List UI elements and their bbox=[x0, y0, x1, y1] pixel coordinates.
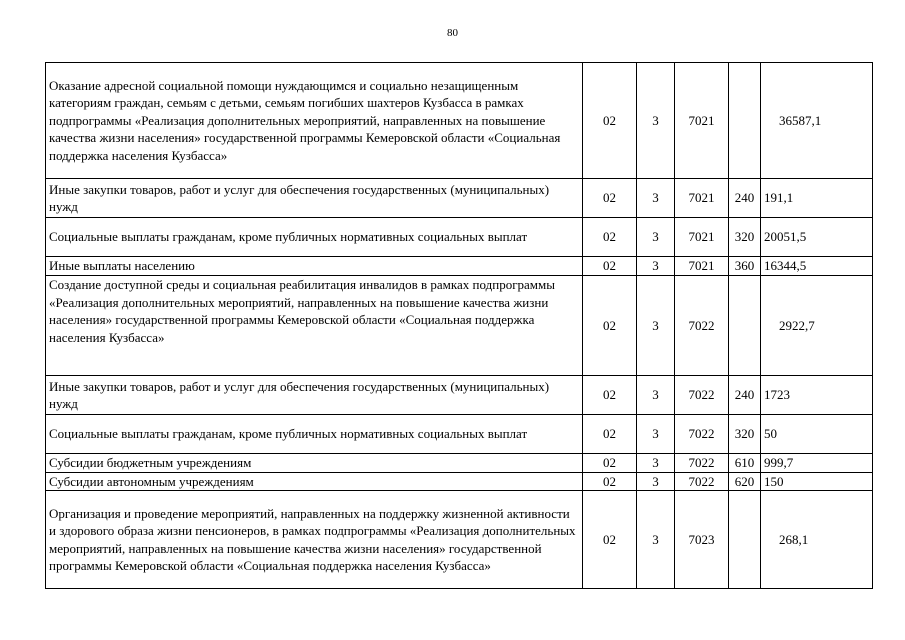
row-amount: 20051,5 bbox=[761, 218, 873, 257]
row-description: Организация и проведение мероприятий, направленных на поддержку жизненной активности и здорового образа жизни пенсионеров, в рамках подпрограммы «Реализация дополнительных мероприятий, направленных на повышение качества жизни населения» государственной программы Кемеровской области «Социальная поддержка населения Кузбасса» bbox=[46, 491, 583, 589]
row-expense-type: 610 bbox=[729, 454, 761, 473]
page-number: 80 bbox=[447, 27, 458, 39]
row-expense-type bbox=[729, 63, 761, 179]
table-row bbox=[46, 415, 873, 454]
row-amount: 150 bbox=[761, 472, 873, 491]
row-expense-type: 320 bbox=[729, 218, 761, 257]
row-description: Социальные выплаты гражданам, кроме публичных нормативных социальных выплат bbox=[46, 218, 583, 257]
row-expense-type bbox=[729, 276, 761, 376]
row-section: 02 bbox=[583, 276, 637, 376]
row-amount: 36587,1 bbox=[761, 63, 873, 179]
row-amount: 50 bbox=[761, 415, 873, 454]
table-row bbox=[46, 257, 873, 276]
row-description: Субсидии бюджетным учреждениям bbox=[46, 454, 583, 473]
row-subsection: 3 bbox=[637, 257, 675, 276]
row-section: 02 bbox=[583, 257, 637, 276]
row-expense-type: 360 bbox=[729, 257, 761, 276]
row-amount: 16344,5 bbox=[761, 257, 873, 276]
row-expense-type: 240 bbox=[729, 376, 761, 415]
row-amount: 2922,7 bbox=[761, 276, 873, 376]
row-target-article: 7021 bbox=[675, 257, 729, 276]
row-section: 02 bbox=[583, 376, 637, 415]
row-target-article: 7022 bbox=[675, 376, 729, 415]
row-expense-type bbox=[729, 491, 761, 589]
budget-table bbox=[45, 62, 873, 589]
row-section: 02 bbox=[583, 415, 637, 454]
row-description: Субсидии автономным учреждениям bbox=[46, 472, 583, 491]
row-section: 02 bbox=[583, 491, 637, 589]
row-description: Оказание адресной социальной помощи нуждающимся и социально незащищенным категориям граждан, семьям с детьми, семьям погибших шахтеров Кузбасса в рамках подпрограммы «Реализация дополнительных мероприятий, направленных на повышение качества жизни населения» государственной программы Кемеровской области «Социальная поддержка населения Кузбасса» bbox=[46, 63, 583, 179]
row-section: 02 bbox=[583, 218, 637, 257]
row-subsection: 3 bbox=[637, 415, 675, 454]
row-section: 02 bbox=[583, 179, 637, 218]
table-row bbox=[46, 491, 873, 589]
row-target-article: 7021 bbox=[675, 218, 729, 257]
table-row bbox=[46, 218, 873, 257]
row-target-article: 7022 bbox=[675, 454, 729, 473]
table-row bbox=[46, 376, 873, 415]
row-expense-type: 620 bbox=[729, 472, 761, 491]
row-description: Создание доступной среды и социальная реабилитация инвалидов в рамках подпрограммы «Реализация дополнительных мероприятий, направленных на повышение качества жизни населения» государственной программы Кемеровской области «Социальная поддержка населения Кузбасса» bbox=[46, 276, 583, 376]
row-section: 02 bbox=[583, 63, 637, 179]
row-description: Иные закупки товаров, работ и услуг для обеспечения государственных (муниципальных) нужд bbox=[46, 179, 583, 218]
row-subsection: 3 bbox=[637, 454, 675, 473]
row-target-article: 7022 bbox=[675, 472, 729, 491]
row-subsection: 3 bbox=[637, 276, 675, 376]
row-section: 02 bbox=[583, 472, 637, 491]
row-subsection: 3 bbox=[637, 218, 675, 257]
row-target-article: 7022 bbox=[675, 276, 729, 376]
row-subsection: 3 bbox=[637, 63, 675, 179]
table-row bbox=[46, 454, 873, 473]
row-subsection: 3 bbox=[637, 472, 675, 491]
row-amount: 191,1 bbox=[761, 179, 873, 218]
table-row bbox=[46, 472, 873, 491]
row-subsection: 3 bbox=[637, 376, 675, 415]
table-row bbox=[46, 63, 873, 179]
row-target-article: 7021 bbox=[675, 63, 729, 179]
table-row bbox=[46, 179, 873, 218]
row-amount: 1723 bbox=[761, 376, 873, 415]
row-description: Иные закупки товаров, работ и услуг для обеспечения государственных (муниципальных) нужд bbox=[46, 376, 583, 415]
row-amount: 999,7 bbox=[761, 454, 873, 473]
row-expense-type: 240 bbox=[729, 179, 761, 218]
row-description: Иные выплаты населению bbox=[46, 257, 583, 276]
row-description: Социальные выплаты гражданам, кроме публичных нормативных социальных выплат bbox=[46, 415, 583, 454]
row-expense-type: 320 bbox=[729, 415, 761, 454]
row-subsection: 3 bbox=[637, 179, 675, 218]
row-amount: 268,1 bbox=[761, 491, 873, 589]
table-row bbox=[46, 276, 873, 376]
row-target-article: 7023 bbox=[675, 491, 729, 589]
row-subsection: 3 bbox=[637, 491, 675, 589]
row-target-article: 7021 bbox=[675, 179, 729, 218]
row-target-article: 7022 bbox=[675, 415, 729, 454]
row-section: 02 bbox=[583, 454, 637, 473]
